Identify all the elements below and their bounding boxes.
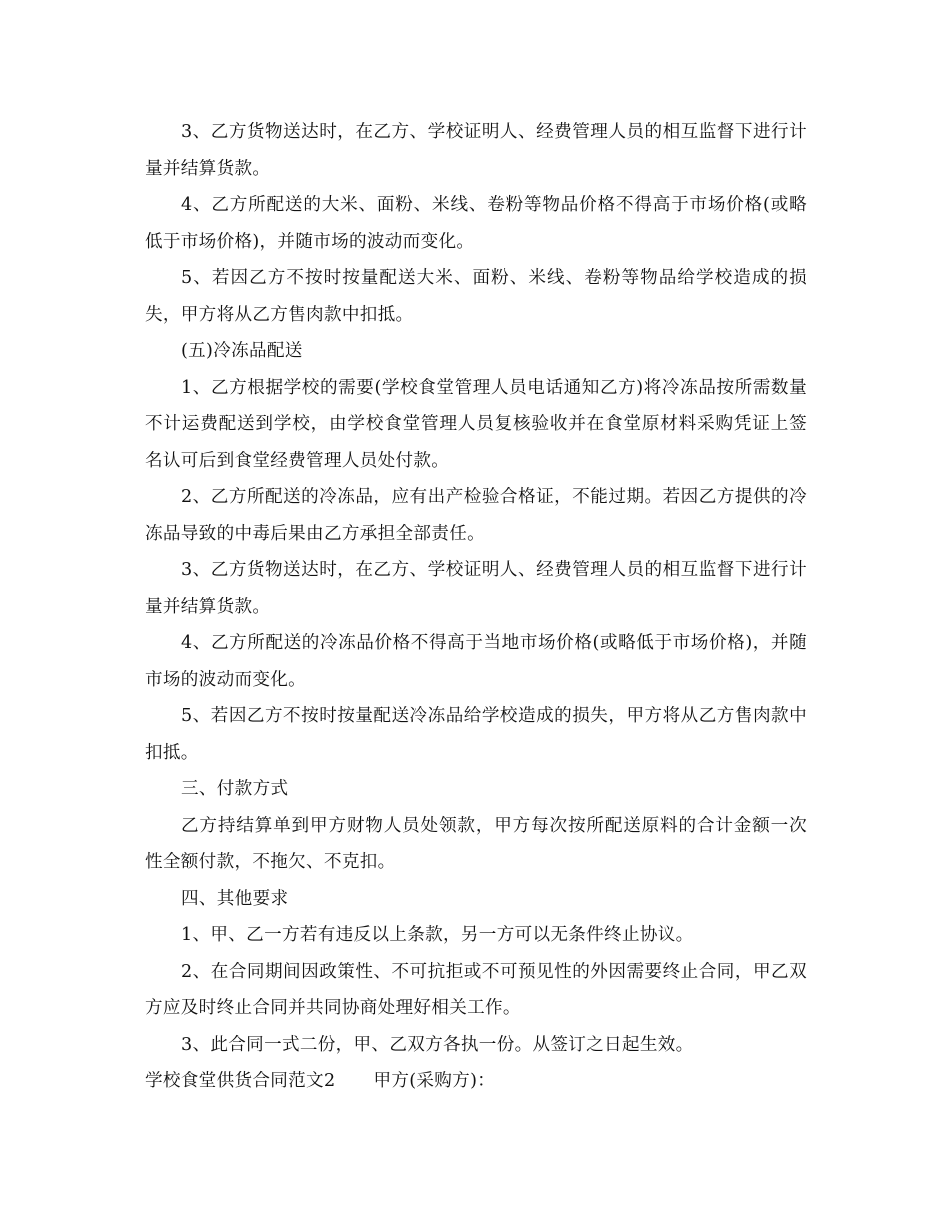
section-heading: 四、其他要求 <box>181 888 289 909</box>
party-a-label: 甲方(采购方)： <box>373 1071 496 1091</box>
paragraph: 4、乙方所配送的冷冻品价格不得高于当地市场价格(或略低于市场价格)，并随市场的波动而变化。 <box>145 633 807 690</box>
paragraph: 5、若因乙方不按时按量配送冷冻品给学校造成的损失，甲方将从乙方售肉款中扣抵。 <box>145 706 807 763</box>
paragraph: 2、乙方所配送的冷冻品，应有出产检验合格证，不能过期。若因乙方提供的冷冻品导致的中毒后果由乙方承担全部责任。 <box>145 487 807 544</box>
paragraph: 1、乙方根据学校的需要(学校食堂管理人员电话通知乙方)将冷冻品按所需数量不计运费配送到学校，由学校食堂管理人员复核验收并在食堂原材料采购凭证上签名认可后到食堂经费管理人员处付款。 <box>145 377 807 471</box>
paragraph: 1、甲、乙一方若有违反以上条款，另一方可以无条件终止协议。 <box>181 925 694 945</box>
paragraph: 2、在合同期间因政策性、不可抗拒或不可预见性的外因需要终止合同，甲乙双方应及时终止合同并共同协商处理好相关工作。 <box>145 961 807 1018</box>
paragraph: 3、乙方货物送达时，在乙方、学校证明人、经费管理人员的相互监督下进行计量并结算货款。 <box>145 122 807 179</box>
footer-line <box>145 1063 807 1100</box>
paragraph: 4、乙方所配送的大米、面粉、米线、卷粉等物品价格不得高于市场价格(或略低于市场价格)，并随市场的波动而变化。 <box>145 195 807 252</box>
next-document-title: 学校食堂供货合同范文2 <box>145 1071 336 1091</box>
section-heading: (五)冷冻品配送 <box>181 341 303 361</box>
paragraph: 5、若因乙方不按时按量配送大米、面粉、米线、卷粉等物品给学校造成的损失，甲方将从乙方售肉款中扣抵。 <box>145 268 807 325</box>
paragraph: 3、此合同一式二份，甲、乙双方各执一份。从签订之日起生效。 <box>181 1034 694 1055</box>
paragraph: 乙方持结算单到甲方财物人员处领款，甲方每次按所配送原料的合计金额一次性全额付款，不拖欠、不克扣。 <box>145 815 807 872</box>
document-page <box>145 114 807 1100</box>
section-heading: 三、付款方式 <box>181 779 289 799</box>
paragraph: 3、乙方货物送达时，在乙方、学校证明人、经费管理人员的相互监督下进行计量并结算货款。 <box>145 560 807 617</box>
